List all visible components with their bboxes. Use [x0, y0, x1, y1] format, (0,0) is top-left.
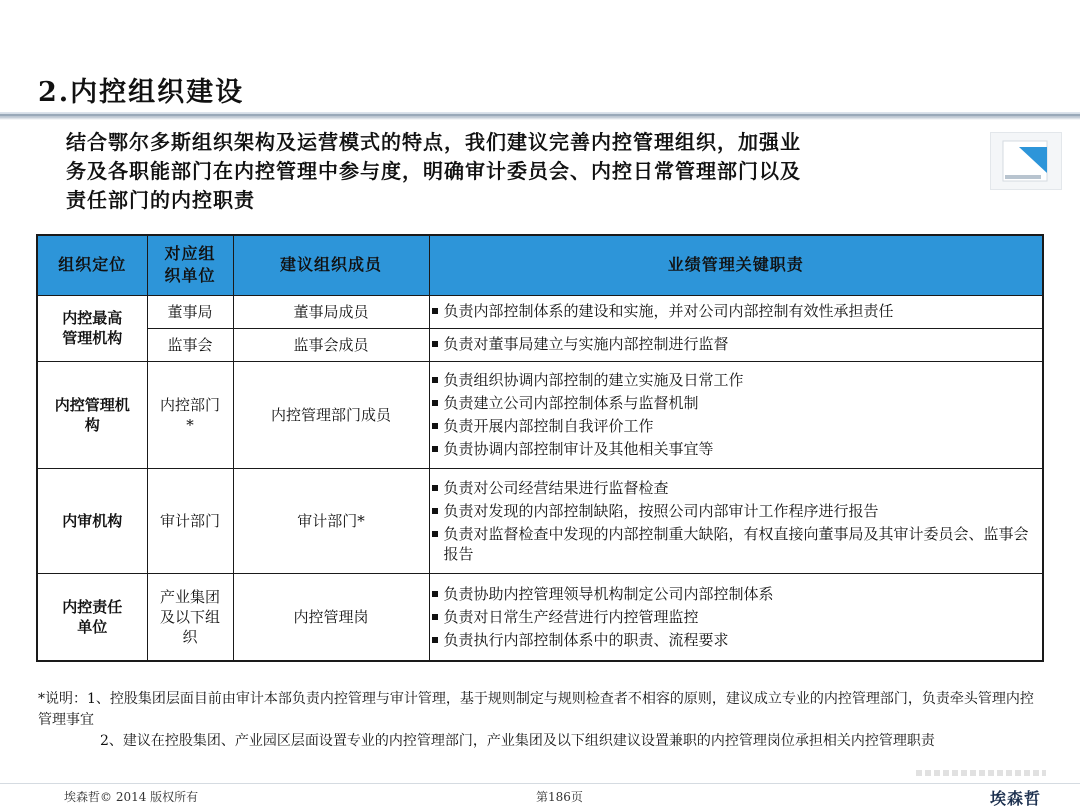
- header-unit-line: 织单位: [164, 266, 216, 286]
- unit-line: *: [186, 415, 194, 434]
- unit-cell: 审计部门: [147, 468, 233, 573]
- brand-decoration: [916, 770, 1046, 776]
- unit-line: 及以下组: [159, 608, 220, 627]
- duties-cell: [429, 295, 1043, 328]
- intro-paragraph: [66, 128, 946, 215]
- duties-cell: [429, 574, 1043, 661]
- footnote-2: 2、建议在控股集团、产业园区层面设置专业的内控管理部门，产业集团及以下组织建议设置兼职的内控管理岗位承担相关内控管理职责: [100, 733, 935, 749]
- level-line: 内控责任: [62, 598, 123, 617]
- footnote-1: *说明：1、控股集团层面目前由审计本部负责内控管理与审计管理，基于规则制定与规则检查者不相容的原则，建议成立专业的内控管理部门，负责牵头管理内控管理事宜: [38, 691, 1034, 728]
- internal-control-org-table: [36, 234, 1044, 662]
- duty-item: 负责执行内部控制体系中的职责、流程要求: [430, 629, 1043, 652]
- table-row: [37, 295, 1043, 328]
- level-cell: [37, 574, 147, 661]
- members-cell: 内控管理部门成员: [233, 361, 429, 468]
- table-row: [37, 361, 1043, 468]
- footer-brand-logo: 埃森哲: [990, 789, 1042, 808]
- duty-item: 负责内部控制体系的建设和实施，并对公司内部控制有效性承担责任: [430, 300, 1043, 323]
- slide-title: 2.内控组织建设: [38, 77, 245, 108]
- unit-line: 织: [182, 628, 198, 647]
- table-header-row: [37, 235, 1043, 295]
- duty-item: 负责组织协调内部控制的建立实施及日常工作: [430, 369, 1043, 392]
- unit-line: 产业集团: [159, 588, 220, 607]
- duty-item: 负责对日常生产经营进行内控管理监控: [430, 606, 1043, 629]
- unit-cell: 董事局: [147, 295, 233, 328]
- footer-page-number: 第186页: [536, 790, 583, 804]
- members-cell: 监事会成员: [233, 328, 429, 361]
- level-line: 管理机构: [62, 329, 123, 348]
- duty-item: 负责对董事局建立与实施内部控制进行监督: [430, 333, 1043, 356]
- level-cell: [37, 361, 147, 468]
- level-line: 内控管理机: [54, 395, 130, 414]
- level-cell: [37, 295, 147, 361]
- duty-item: 负责建立公司内部控制体系与监督机制: [430, 392, 1043, 415]
- unit-cell: [147, 361, 233, 468]
- header-level: 组织定位: [37, 235, 147, 295]
- duty-item: 负责协助内控管理领导机构制定公司内部控制体系: [430, 583, 1043, 606]
- duty-item: 负责开展内部控制自我评价工作: [430, 415, 1043, 438]
- unit-cell: [147, 574, 233, 661]
- duty-item: 负责协调内部控制审计及其他相关事宜等: [430, 438, 1043, 461]
- table-row: [37, 328, 1043, 361]
- members-cell: 董事局成员: [233, 295, 429, 328]
- corner-logo-icon: [990, 132, 1062, 190]
- header-unit-line: 对应组: [164, 244, 216, 264]
- duties-cell: [429, 468, 1043, 573]
- intro-line: 结合鄂尔多斯组织架构及运营模式的特点，我们建议完善内控管理组织，加强业: [66, 130, 801, 154]
- header-unit: [147, 235, 233, 295]
- level-line: 单位: [77, 618, 108, 637]
- unit-line: 内控部门: [159, 395, 220, 414]
- intro-line: 务及各职能部门在内控管理中参与度，明确审计委员会、内控日常管理部门以及: [66, 159, 801, 183]
- table-row: [37, 468, 1043, 573]
- title-divider-line: [0, 114, 1080, 116]
- members-cell: 内控管理岗: [233, 574, 429, 661]
- duties-cell: [429, 361, 1043, 468]
- table-row: [37, 574, 1043, 661]
- level-line: 构: [84, 415, 100, 434]
- members-cell: 审计部门*: [233, 468, 429, 573]
- level-line: 内控最高: [62, 309, 123, 328]
- footnotes: [38, 689, 1038, 752]
- footer-divider: [0, 783, 1080, 784]
- level-cell: 内审机构: [37, 468, 147, 573]
- intro-line: 责任部门的内控职责: [66, 188, 255, 212]
- header-duties: 业绩管理关键职责: [429, 235, 1043, 295]
- duty-item: 负责对监督检查中发现的内部控制重大缺陷，有权直接向董事局及其审计委员会、监事会报告: [430, 523, 1043, 565]
- duty-item: 负责对公司经营结果进行监督检查: [430, 477, 1043, 500]
- header-members: 建议组织成员: [233, 235, 429, 295]
- duties-cell: [429, 328, 1043, 361]
- duty-item: 负责对发现的内部控制缺陷，按照公司内部审计工作程序进行报告: [430, 500, 1043, 523]
- unit-cell: 监事会: [147, 328, 233, 361]
- footer-copyright: 埃森哲© 2014 版权所有: [64, 790, 199, 804]
